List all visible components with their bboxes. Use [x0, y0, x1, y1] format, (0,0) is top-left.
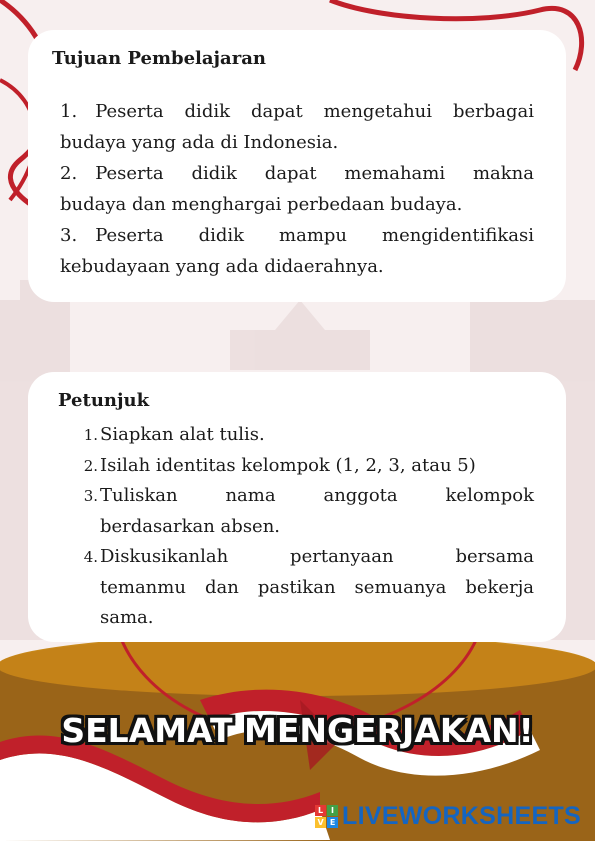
closing-banner: SELAMAT MENGERJAKAN! [61, 711, 534, 750]
instruction-item [72, 420, 534, 451]
instruction-text: Siapkan alat tulis. [100, 424, 265, 445]
objective-rest: kebudayaan yang ada didaerahnya. [60, 256, 384, 277]
instructions-title: Petunjuk [58, 390, 150, 411]
objective-first-line: Peserta didik mampu mengidentifikasi [95, 225, 534, 246]
objective-rest: budaya dan menghargai perbedaan budaya. [60, 194, 463, 215]
objective-first-line: Peserta didik dapat mengetahui berbagai [95, 101, 534, 122]
objective-item [60, 96, 534, 158]
instructions-card [28, 372, 566, 642]
instruction-item [72, 451, 534, 482]
instructions-list [72, 420, 534, 634]
liveworksheets-icon [315, 805, 338, 828]
instruction-item [72, 542, 534, 634]
brand-name: LIVEWORKSHEETS [342, 802, 581, 830]
objective-rest: budaya yang ada di Indonesia. [60, 132, 339, 153]
objective-number: 1. [60, 101, 78, 122]
logo-letter-e: E [327, 817, 338, 828]
instruction-text: Diskusikanlah pertanyaan bersama [100, 546, 534, 567]
instruction-text-rest: temanmu dan pastikan semuanya bekerja sama. [100, 576, 534, 628]
instruction-text: Isilah identitas kelompok (1, 2, 3, atau 5) [100, 454, 476, 476]
objective-first-line: Peserta didik dapat memahami makna [95, 163, 534, 184]
objective-item [60, 158, 534, 220]
objectives-list [60, 96, 534, 282]
instruction-text-rest: berdasarkan absen. [100, 515, 281, 537]
liveworksheets-logo [315, 802, 581, 831]
objectives-title: Tujuan Pembelajaran [52, 48, 266, 69]
objective-number: 2. [60, 163, 78, 184]
objective-item [60, 220, 534, 282]
instruction-number: 1. [83, 426, 98, 444]
instruction-text: Tuliskan nama anggota kelompok [100, 485, 534, 506]
instruction-number: 2. [83, 456, 98, 475]
instruction-item [72, 481, 534, 542]
logo-letter-v: V [315, 817, 326, 828]
instruction-number: 4. [83, 548, 98, 566]
logo-letter-l: L [315, 805, 326, 816]
logo-letter-i: I [327, 805, 338, 816]
objectives-card [28, 30, 566, 302]
objective-number: 3. [60, 225, 78, 246]
instruction-number: 3. [83, 487, 98, 505]
